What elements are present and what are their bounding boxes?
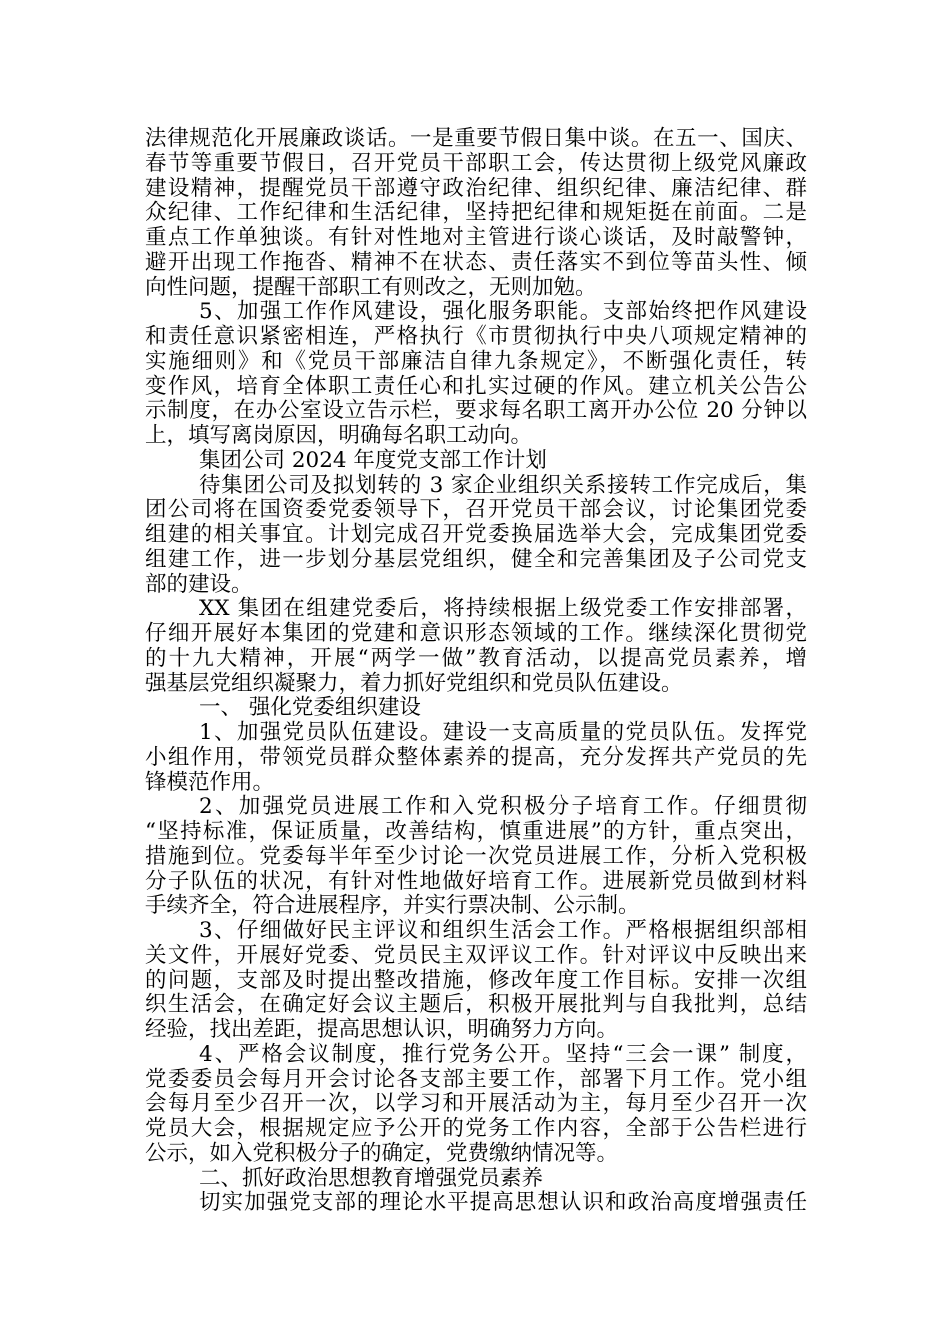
paragraph bbox=[145, 1043, 807, 1167]
text-line: 手续齐全，符合进展程序，并实行票决制、公示制。 bbox=[145, 893, 640, 919]
text-line: 党委委员会每月开会讨论各支部主要工作，部署下月工作。党小组 bbox=[145, 1066, 807, 1092]
paragraph bbox=[145, 300, 807, 449]
text-line: 2、加强党员进展工作和入党积极分子培育工作。仔细贯彻 bbox=[199, 794, 807, 820]
text-line: “坚持标准，保证质量，改善结构，慎重进展”的方针，重点突出， bbox=[145, 819, 807, 844]
text-line: 和责任意识紧密相连，严格执行《市贯彻执行中央八项规定精神的 bbox=[145, 324, 807, 349]
text-line: 小组作用，带领党员群众整体素养的提高，充分发挥共产党员的先 bbox=[145, 744, 807, 770]
text-line: 切实加强党支部的理论水平提高思想认识和政治高度增强责任 bbox=[199, 1190, 807, 1216]
text-line: 变作风，培育全体职工责任心和扎实过硬的作风。建立机关公告公 bbox=[145, 373, 807, 399]
text-line: 团公司将在国资委党委领导下，召开党员干部会议，讨论集团党委 bbox=[145, 497, 807, 523]
text-line: 关文件，开展好党委、党员民主双评议工作。针对评议中反映出来 bbox=[145, 942, 807, 968]
section-heading bbox=[145, 1167, 807, 1192]
paragraph bbox=[145, 127, 807, 300]
text-line: 上，填写离岗原因，明确每名职工动向。 bbox=[145, 423, 533, 448]
text-line: 待集团公司及拟划转的 3 家企业组织关系接转工作完成后，集 bbox=[199, 472, 807, 498]
paragraph bbox=[145, 919, 807, 1043]
text-line: 法律规范化开展廉政谈话。一是重要节假日集中谈。在五一、国庆、 bbox=[145, 126, 807, 151]
section-heading bbox=[145, 696, 807, 721]
text-line: 春节等重要节假日，召开党员干部职工会，传达贯彻上级党风廉政 bbox=[145, 150, 807, 176]
text-line: 党员大会，根据规定应予公开的党务工作内容，全部于公告栏进行 bbox=[145, 1116, 807, 1141]
text-line: 重点工作单独谈。有针对性地对主管进行谈心谈话，及时敲警钟， bbox=[145, 225, 807, 250]
text-line: 锋模范作用。 bbox=[145, 769, 275, 795]
text-line: 部的建设。 bbox=[145, 571, 253, 597]
text-line: 一、 强化党委组织建设 bbox=[199, 695, 421, 721]
paragraph bbox=[145, 1191, 807, 1216]
paragraph bbox=[145, 795, 807, 919]
paragraph bbox=[145, 474, 807, 598]
paragraph bbox=[145, 597, 807, 696]
text-line: 的十九大精神，开展“两学一做”教育活动，以提高党员素养，增 bbox=[145, 645, 807, 671]
section-heading bbox=[145, 449, 807, 474]
text-line: 仔细开展好本集团的党建和意识形态领域的工作。继续深化贯彻党 bbox=[145, 621, 807, 646]
text-line: 会每月至少召开一次，以学习和开展活动为主，每月至少召开一次 bbox=[145, 1091, 807, 1117]
text-line: 二、抓好政治思想教育增强党员素养 bbox=[199, 1165, 544, 1191]
text-line: 实施细则》和《党员干部廉洁自律九条规定》，不断强化责任，转 bbox=[145, 348, 807, 374]
text-line: 织生活会，在确定好会议主题后，积极开展批判与自我批判，总结 bbox=[145, 992, 807, 1018]
text-line: 集团公司 2024 年度党支部工作计划 bbox=[199, 447, 547, 473]
text-line: 示制度，在办公室设立告示栏，要求每名职工离开办公位 20 分钟以 bbox=[145, 398, 807, 424]
text-line: 措施到位。党委每半年至少讨论一次党员进展工作，分析入党积极 bbox=[145, 843, 807, 869]
text-line: 强基层党组织凝聚力，着力抓好党组织和党员队伍建设。 bbox=[145, 670, 683, 696]
text-line: 公示，如入党积极分子的确定，党费缴纳情况等。 bbox=[145, 1140, 619, 1166]
text-line: 避开出现工作拖沓、精神不在状态、责任落实不到位等苗头性、倾 bbox=[145, 249, 807, 275]
text-line: 组建的相关事宜。计划完成召开党委换届选举大会，完成集团党委 bbox=[145, 522, 807, 547]
text-line: 1、加强党员队伍建设。建设一支高质量的党员队伍。发挥党 bbox=[199, 720, 807, 745]
text-line: 的问题，支部及时提出整改措施，修改年度工作目标。安排一次组 bbox=[145, 967, 807, 993]
text-line: XX 集团在组建党委后，将持续根据上级党委工作安排部署， bbox=[199, 596, 807, 622]
text-line: 经验，找出差距，提高思想认识，明确努力方向。 bbox=[145, 1017, 619, 1042]
text-line: 众纪律、工作纪律和生活纪律，坚持把纪律和规矩挺在前面。二是 bbox=[145, 200, 807, 226]
text-line: 向性问题，提醒干部职工有则改之，无则加勉。 bbox=[145, 274, 597, 300]
text-line: 4、严格会议制度，推行党务公开。坚持“三会一课” 制度， bbox=[199, 1041, 807, 1067]
text-line: 分子队伍的状况，有针对性地做好培育工作。进展新党员做到材料 bbox=[145, 868, 807, 894]
paragraph bbox=[145, 721, 807, 795]
text-line: 组建工作，进一步划分基层党组织，健全和完善集团及子公司党支 bbox=[145, 546, 807, 572]
document-page bbox=[145, 127, 807, 1216]
text-line: 建设精神，提醒党员干部遵守政治纪律、组织纪律、廉洁纪律、群 bbox=[145, 175, 807, 201]
text-line: 5、加强工作作风建设，强化服务职能。支部始终把作风建设 bbox=[199, 299, 807, 325]
text-line: 3、仔细做好民主评议和组织生活会工作。严格根据组织部相 bbox=[199, 918, 807, 943]
